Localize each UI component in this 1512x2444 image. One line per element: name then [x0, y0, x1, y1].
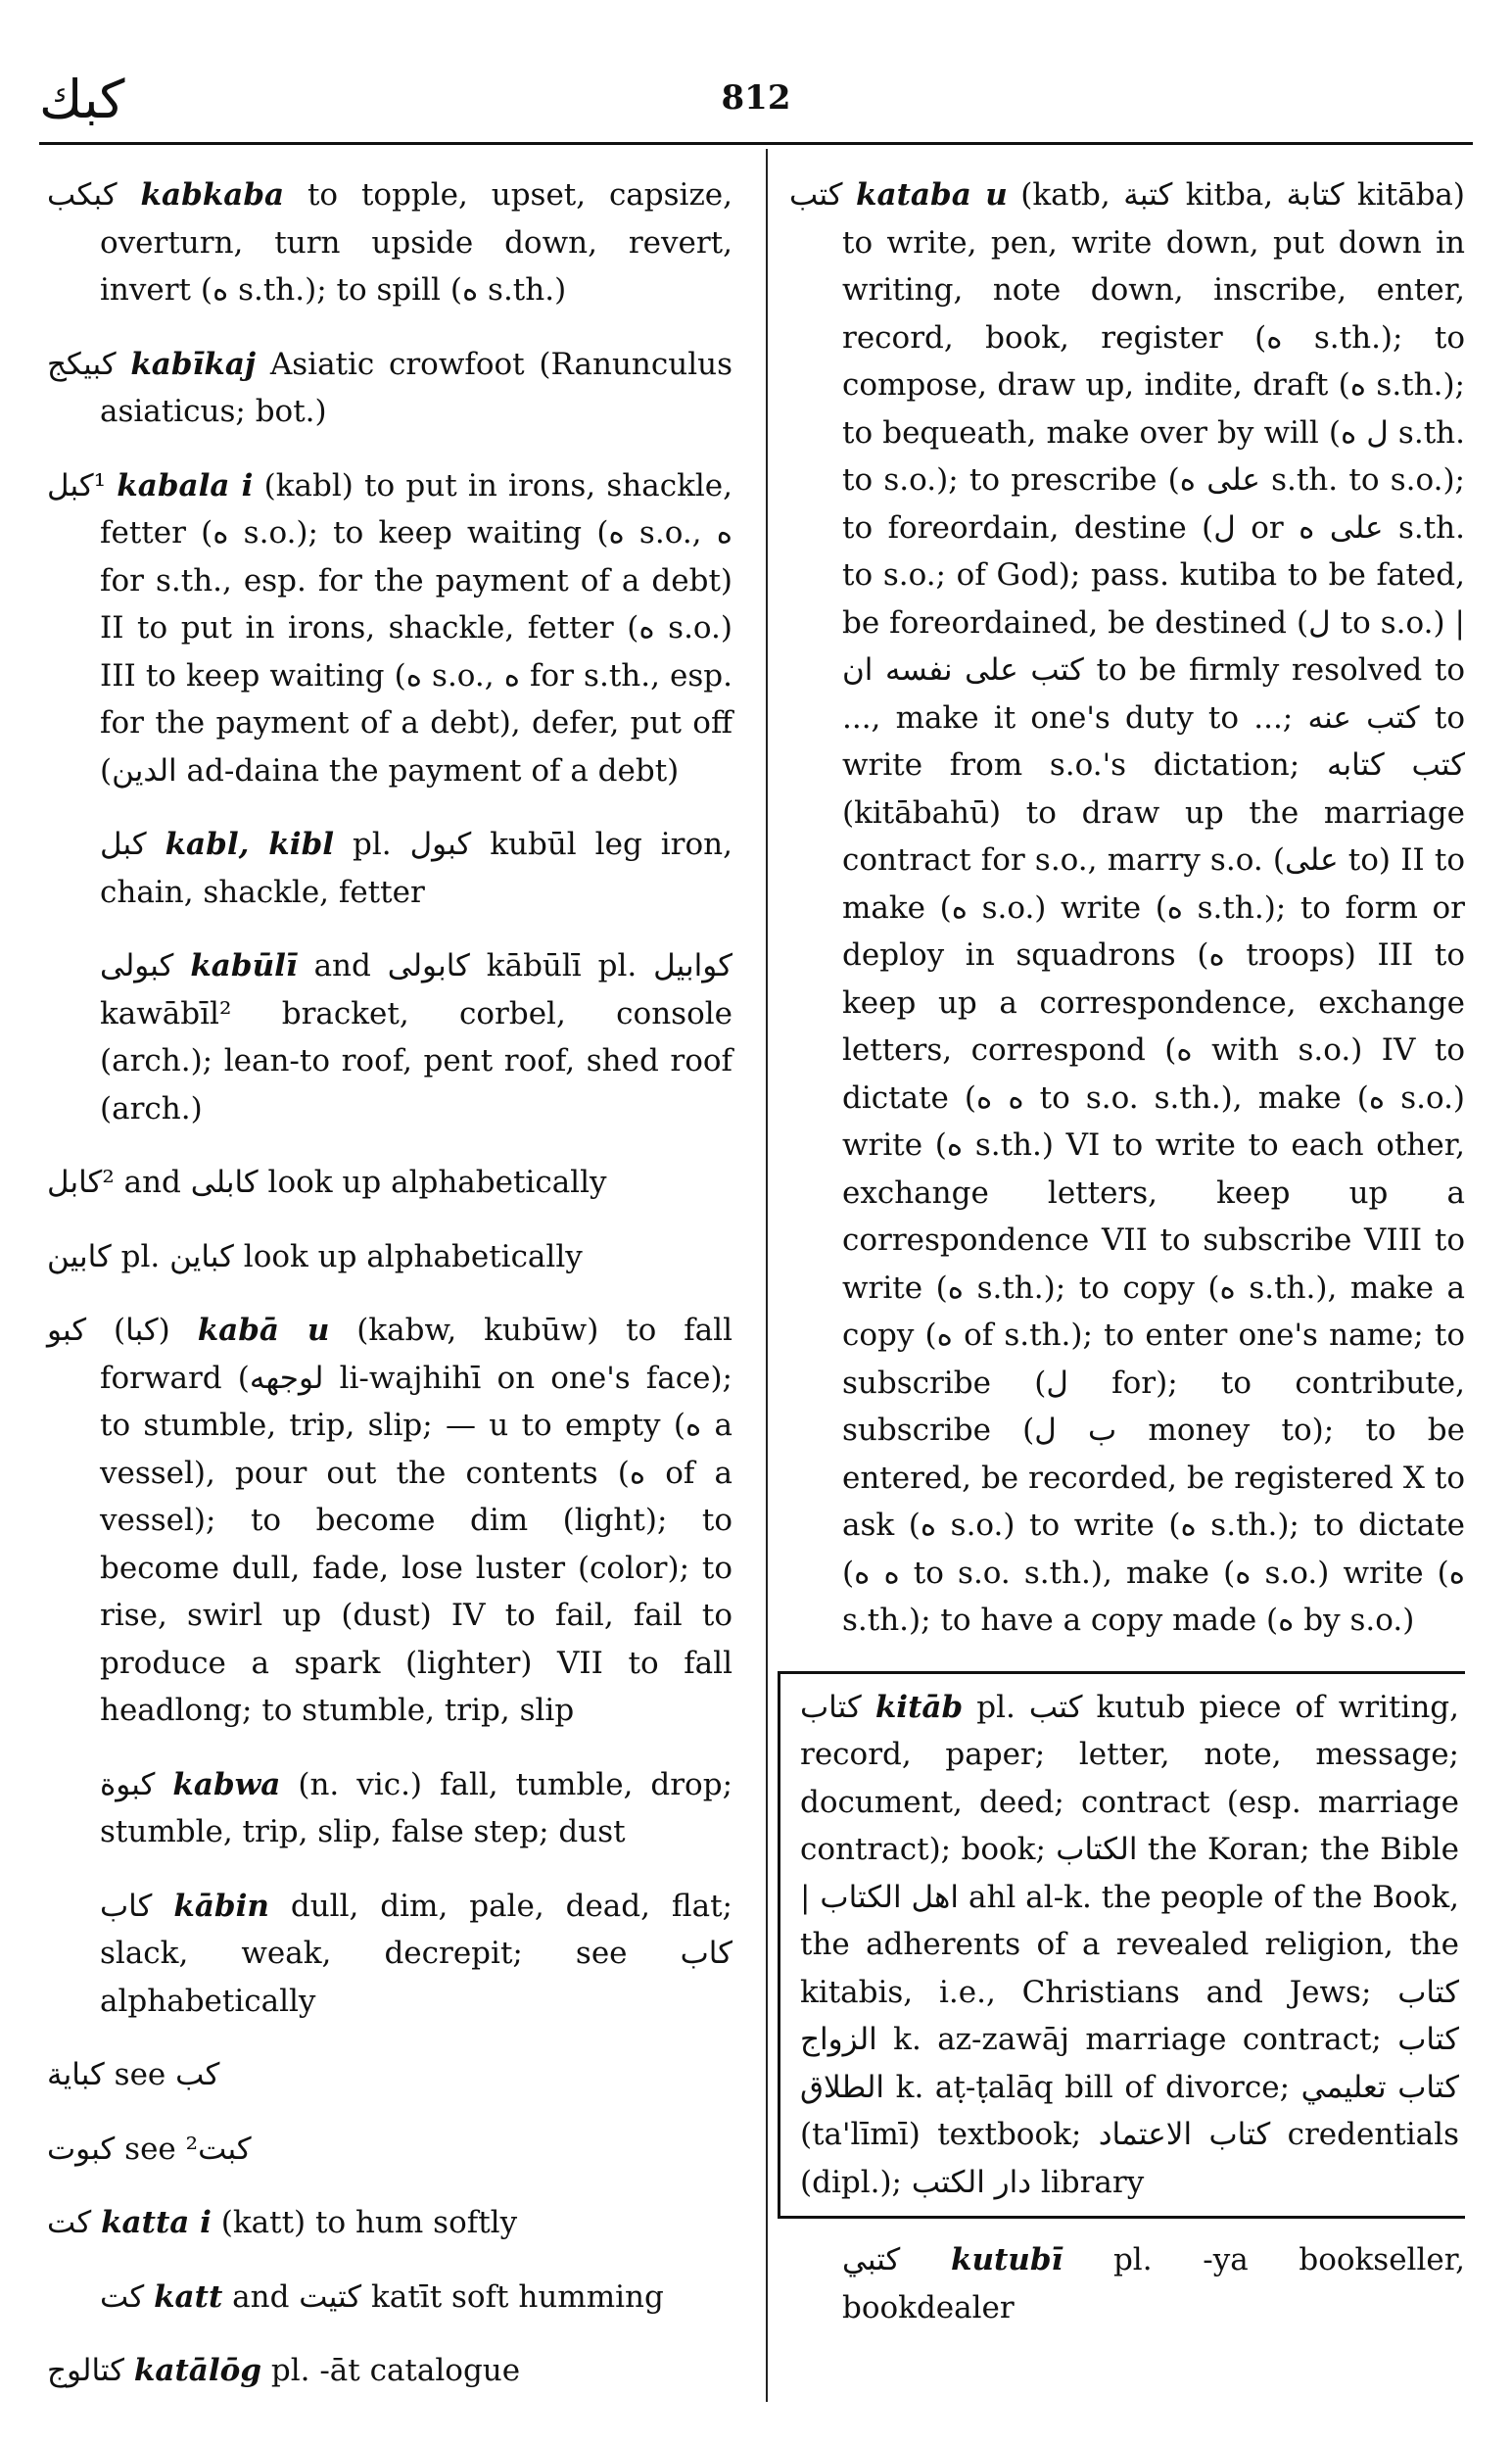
transliteration: kataba u	[856, 177, 1008, 213]
column-divider	[766, 149, 768, 2402]
dictionary-entry	[47, 462, 732, 795]
definition-text: (kabw, kubūw) to fall forward (لوجهه li-wajhihī on one's face); to stumble, trip, slip; — u to empty (ه a vessel), pour out the contents (ه of a vessel); to become dim (light); to become dull, fade, lose luster (color); to rise, swirl up (dust) IV to fail, fail to produce a spark (lighter) VII to fall headlong; to stumble, trip, slip	[100, 1313, 732, 1728]
definition-text: (kabl) to put in irons, shackle, fetter (ه s.o.); to keep waiting (ه s.o., ه for s.th., esp. for the payment of a debt) II to put in irons, shackle, fetter (ه s.o.) III to keep waiting (ه s.o., ه for s.th., esp. for the payment of a debt), defer, put off (الدين ad-daina the payment of a debt)	[100, 467, 732, 789]
dictionary-entry	[47, 1159, 732, 1207]
arabic-headword: كتالوج	[47, 2353, 125, 2388]
definition-text: pl. كبول kubūl leg iron, chain, shackle, fetter	[100, 827, 732, 910]
transliteration: katālōg	[133, 2353, 261, 2388]
arabic-headword: (كبا) كبو	[47, 1313, 170, 1348]
definition-text: dull, dim, pale, dead, flat; slack, weak, decrepit; see كاب alphabetically	[100, 1888, 732, 2019]
definition-text: Asiatic crowfoot (Ranunculus asiaticus; bot.)	[100, 346, 732, 429]
page-header	[39, 69, 1473, 137]
transliteration: kābin	[173, 1888, 269, 1924]
transliteration: kabūlī	[190, 948, 298, 983]
dictionary-entry	[47, 2199, 732, 2247]
arabic-headword: كبوت	[47, 2131, 116, 2167]
dictionary-entry	[47, 341, 732, 436]
dictionary-subentry	[47, 942, 732, 1132]
transliteration: kutubī	[950, 2242, 1063, 2277]
definition-text: (katb, كتبة kitba, كتابة kitāba) to write, pen, write down, put down in writing, note down, inscribe, enter, record, book, register (ه s.th.); to compose, draw up, indite, draft (ه s.th.); to bequeath, make over by will (ل ه s.th. to s.o.); to prescribe (على ه s.th. to s.o.); to foreordain, destine (ل or على ه s.th. to s.o.; of God); pass. kutiba to be fated, be foreordained, be destined (ل to s.o.) | كتب على نفسه ان to be firmly resolved to ..., make it one's duty to ...; كتب عنه to write from s.o.'s dictation; كتب كتابه (kitābahū) to draw up the marriage contract for s.o., marry s.o. (على to) II to make (ه s.o.) write (ه s.th.); to form or deploy in squadrons (ه troops) III to keep up a correspondence, exchange letters, correspond (ه with s.o.) IV to dictate (ه ه to s.o. s.th.), make (ه s.o.) write (ه s.th.) VI to write to each other, exchange letters, keep up a correspondence VII to subscribe VIII to write (ه s.th.); to copy (ه s.th.), make a copy (ه of s.th.); to enter one's name; to subscribe (ل for); to contribute, subscribe (ب ل money to); to be entered, be recorded, be registered X to ask (ه s.o.) to write (ه s.th.); to dictate (ه ه to s.o. s.th.), make (ه s.o.) write (ه s.th.); to have a copy made (ه by s.o.)	[842, 177, 1466, 1638]
arabic-headword: ¹كبل	[47, 467, 107, 503]
dictionary-entry	[47, 1307, 732, 1735]
page-number: 812	[721, 78, 791, 118]
arabic-headword: كابين	[47, 1238, 112, 1274]
dictionary-subentry	[789, 2236, 1465, 2331]
arabic-headword: كبيكج	[47, 346, 117, 382]
arabic-headword: كت	[100, 2278, 145, 2315]
arabic-headword: ²كابل	[47, 1165, 115, 1200]
arabic-headword: كاب	[100, 1888, 153, 1924]
dictionary-entry	[789, 171, 1465, 1645]
dictionary-subentry	[47, 1761, 732, 1856]
transliteration: kabkaba	[140, 177, 285, 213]
definition-text: pl. كباين look up alphabetically	[111, 1238, 583, 1274]
dictionary-entry	[47, 2126, 732, 2174]
arabic-headword: كتاب	[800, 1689, 862, 1725]
arabic-headword: كبكب	[47, 177, 118, 213]
dictionary-entry	[47, 2051, 732, 2099]
transliteration: kabā u	[197, 1313, 330, 1348]
definition-text: and كابولى kābūlī pl. كوابيل kawābīl² bracket, corbel, console (arch.); lean-to roof, pent roof, shed roof (arch.)	[100, 948, 732, 1126]
definition-text: pl. -ya bookseller, bookdealer	[842, 2242, 1465, 2325]
header-guide-word: كبك	[39, 69, 125, 130]
definition-text: see كب	[104, 2057, 220, 2092]
arabic-headword: كبولى	[100, 948, 174, 983]
transliteration: kabala i	[117, 467, 254, 503]
definition-text: and كتيت katīt soft humming	[222, 2278, 664, 2315]
boxed-entry	[778, 1671, 1465, 2220]
arabic-headword: كتب	[789, 177, 843, 213]
dictionary-entry	[47, 2347, 732, 2395]
dictionary-subentry	[47, 2274, 732, 2322]
right-column	[789, 171, 1465, 2358]
definition-text: pl. كتب kutub piece of writing, record, paper; letter, note, message; document, deed; contract (esp. marriage contract); book; الكتاب the Koran; the Bible | اهل الكتاب ahl al-k. the people of the Book, the adherents of a revealed religion, the kitabis, i.e., Christians and Jews; كتاب الزواج k. az-zawāj marriage contract; كتاب الطلاق k. aṭ-ṭalāq bill of divorce; كتاب تعليمي (ta'līmī) textbook; كتاب الاعتماد credentials (dipl.); دار الكتب library	[800, 1689, 1460, 2200]
transliteration: katta i	[101, 2205, 212, 2240]
transliteration: kitāb	[874, 1689, 964, 1725]
dictionary-subentry	[47, 821, 732, 916]
header-rule	[39, 142, 1473, 145]
arabic-headword: كباية	[47, 2057, 105, 2092]
arabic-headword: كبل	[100, 827, 147, 862]
arabic-headword: كتبي	[842, 2242, 901, 2277]
definition-text: pl. -āt catalogue	[261, 2353, 521, 2388]
transliteration: kabwa	[172, 1766, 281, 1802]
definition-text: and كابلى look up alphabetically	[114, 1165, 607, 1200]
arabic-headword: كبوة	[100, 1766, 156, 1802]
left-column	[47, 171, 732, 2421]
arabic-headword: كت	[47, 2205, 92, 2240]
dictionary-entry	[47, 171, 732, 314]
transliteration: kabl, kibl	[165, 827, 335, 862]
dictionary-entry	[47, 1233, 732, 1281]
transliteration: katt	[154, 2278, 223, 2315]
definition-text: (n. vic.) fall, tumble, drop; stumble, trip, slip, false step; dust	[100, 1766, 733, 1849]
transliteration: kabīkaj	[130, 346, 257, 382]
definition-text: to topple, upset, capsize, overturn, turn upside down, revert, invert (ه s.th.); to spill (ه s.th.)	[100, 177, 732, 308]
definition-text: (katt) to hum softly	[211, 2205, 518, 2240]
definition-text: see ²كبت	[115, 2131, 252, 2167]
dictionary-subentry	[47, 1883, 732, 2026]
